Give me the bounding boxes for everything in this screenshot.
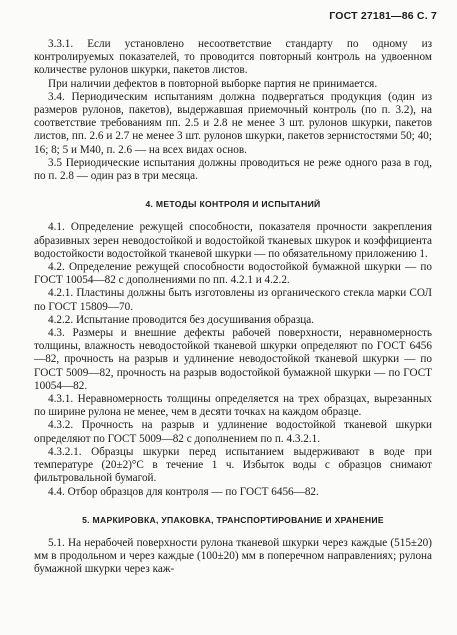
document-body <box>34 38 432 577</box>
paragraph-4-1: 4.1. Определение режущей способности, показателя прочности закрепления абразивных зерен неводостойкой и водостойкой тканевых шкурок и коэффициента водостойкости водостойкой тканевой шкурки — по обязательному приложению 1. <box>34 221 432 260</box>
paragraph-4-3-2: 4.3.2. Прочность на разрыв и удлинение водостойкой тканевой шкурки определяют по ГОСТ 5009—82 с дополнением по п. 4.3.2.1. <box>34 419 432 445</box>
paragraph-4-3: 4.3. Размеры и внешние дефекты рабочей поверхности, неравномерность толщины, влажность неводостойкой тканевой шкурки определяют по ГОСТ 6456—82, прочность на разрыв и удлинение неводостойкой тканевой шкурки — по ГОСТ 5009—82, прочность на разрыв водостойкой бумажной шкурки — по ГОСТ 10054—82. <box>34 327 432 392</box>
paragraph-3-3-1-cont: При наличии дефектов в повторной выборке партия не принимается. <box>48 77 378 90</box>
section-title-4: 4. МЕТОДЫ КОНТРОЛЯ И ИСПЫТАНИЙ <box>145 199 321 210</box>
paragraph-4-4: 4.4. Отбор образцов для контроля — по ГОСТ 6456—82. <box>48 485 319 498</box>
paragraph-3-5: 3.5 Периодические испытания должны проводиться не реже одного раза в год, по п. 2.8 — один раз в три месяца. <box>34 156 432 183</box>
paragraph-4-2: 4.2. Определение режущей способности водостойкой бумажной шкурки — по ГОСТ 10054—82 с дополнениями по пп. 4.2.1 и 4.2.2. <box>34 261 432 287</box>
paragraph-4-2-1: 4.2.1. Пластины должны быть изготовлены из органического стекла марки СОЛ по ГОСТ 15809—70. <box>34 287 432 313</box>
paragraph-3-4: 3.4. Периодическим испытаниям должна подвергаться продукция (один из размеров рулонов, пакетов), выдержавшая приемочный контроль (по п. 3.2), на соответствие требованиям пп. 2.5 и 2.8 не менее 3 шт. рулонов шкурки, пакетов листов, пп. 2.6 и 2.7 не менее 3 шт. рулонов шкурки, пакетов зернистостями 50; 40; 16; 8; 5 и М40, п. 2.6 — на всех видах основ. <box>34 90 432 156</box>
paragraph-5-1: 5.1. На нерабочей поверхности рулона тканевой шкурки через каждые (515±20) мм в продольном и через каждые (100±20) мм в поперечном направлениях; рулона бумажной шкурки через каж- <box>34 536 432 576</box>
running-head: ГОСТ 27181—86 С. 7 <box>329 10 437 22</box>
paragraph-4-2-2: 4.2.2. Испытание проводится без досушивания образца. <box>48 313 314 326</box>
paragraph-4-3-2-1: 4.3.2.1. Образцы шкурки перед испытанием выдерживают в воде при температуре (20±2)°С в течение 1 ч. Избыток воды с образцов снимают фильтровальной бумагой. <box>34 445 432 485</box>
paragraph-3-3-1: 3.3.1. Если установлено несоответствие стандарту по одному из контролируемых показателей, то проводится повторный контроль на удвоенном количестве рулонов шкурки, пакетов листов. <box>34 38 432 77</box>
paragraph-4-3-1: 4.3.1. Неравномерность толщины определяется на трех образцах, вырезанных по ширине рулона не менее, чем в десяти точках на каждом образце. <box>34 393 432 419</box>
section-title-5: 5. МАРКИРОВКА, УПАКОВКА, ТРАНСПОРТИРОВАНИЕ И ХРАНЕНИЕ <box>82 514 384 525</box>
